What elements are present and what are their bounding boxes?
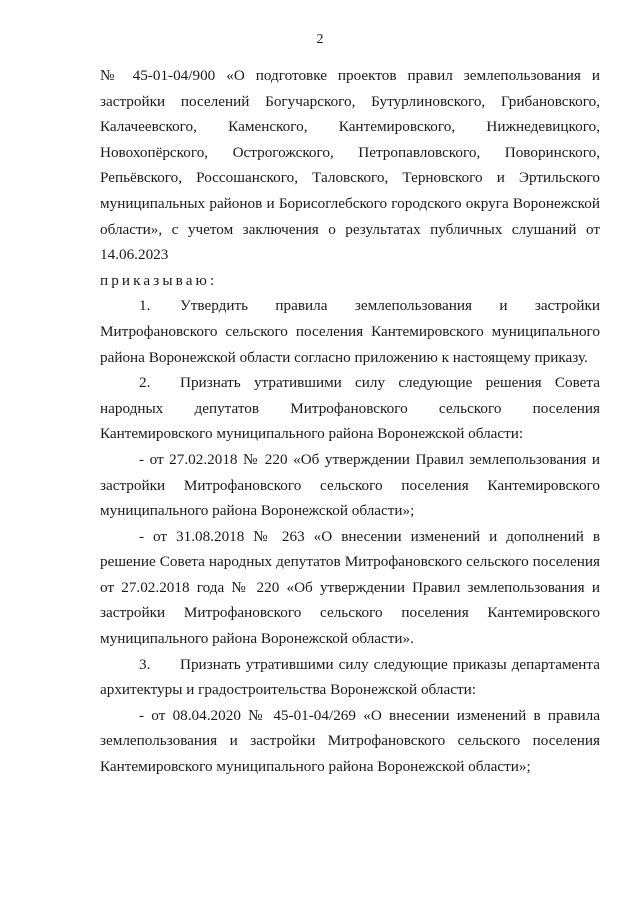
item-2-number: 2. [139, 374, 151, 392]
item-1-number: 1. [139, 297, 151, 315]
item-3-number: 3. [139, 655, 151, 673]
item-2 [100, 370, 600, 447]
document-body [100, 63, 600, 780]
item-2-sub-1: - от 27.02.2018 № 220 «Об утверждении Правил землепользования и застройки Митрофановского сельского поселения Кантемировского муниципального района Воронежской области»; [100, 450, 600, 520]
item-2-sub-2: - от 31.08.2018 № 263 «О внесении изменений и дополнений в решение Совета народных депутатов Митрофановского сельского поселения от 27.02.2018 года № 220 «Об утверждении Правил землепользования и застройки Митрофановского сельского поселения Кантемировского муниципального района Воронежской области». [100, 527, 600, 648]
intro-paragraph: № 45-01-04/900 «О подготовке проектов правил землепользования и застройки поселений Богучарского, Бутурлиновского, Грибановского, Калачеевского, Каменского, Кантемировского, Нижнедевицкого, Новохопёрского, Острогожского, Петропавловского, Поворинского, Репьёвского, Россошанского, Таловского, Терновского и Эртильского муниципальных районов и Борисоглебского городского округа Воронежской области», с учетом заключения о результатах публичных слушаний от 14.06.2023 [100, 67, 600, 264]
item-3-text: Признать утратившими силу следующие приказы департамента архитектуры и градостроительства Воронежской области: [100, 655, 600, 699]
page-number: 2 [316, 32, 324, 47]
item-2-text: Признать утратившими силу следующие решения Совета народных депутатов Митрофановского сельского поселения Кантемировского муниципального района Воронежской области: [100, 374, 600, 443]
item-3 [100, 652, 600, 703]
item-3-sub-1: - от 08.04.2020 № 45-01-04/269 «О внесении изменений в правила землепользования и застройки Митрофановского сельского поселения Кантемировского муниципального района Воронежской области»; [100, 706, 600, 776]
item-1 [100, 293, 600, 370]
item-1-text: Утвердить правила землепользования и застройки Митрофановского сельского поселения Кантемировского муниципального района Воронежской области согласно приложению к настоящему приказу. [100, 297, 600, 366]
prikazyvayu-line: приказываю: [100, 271, 218, 289]
